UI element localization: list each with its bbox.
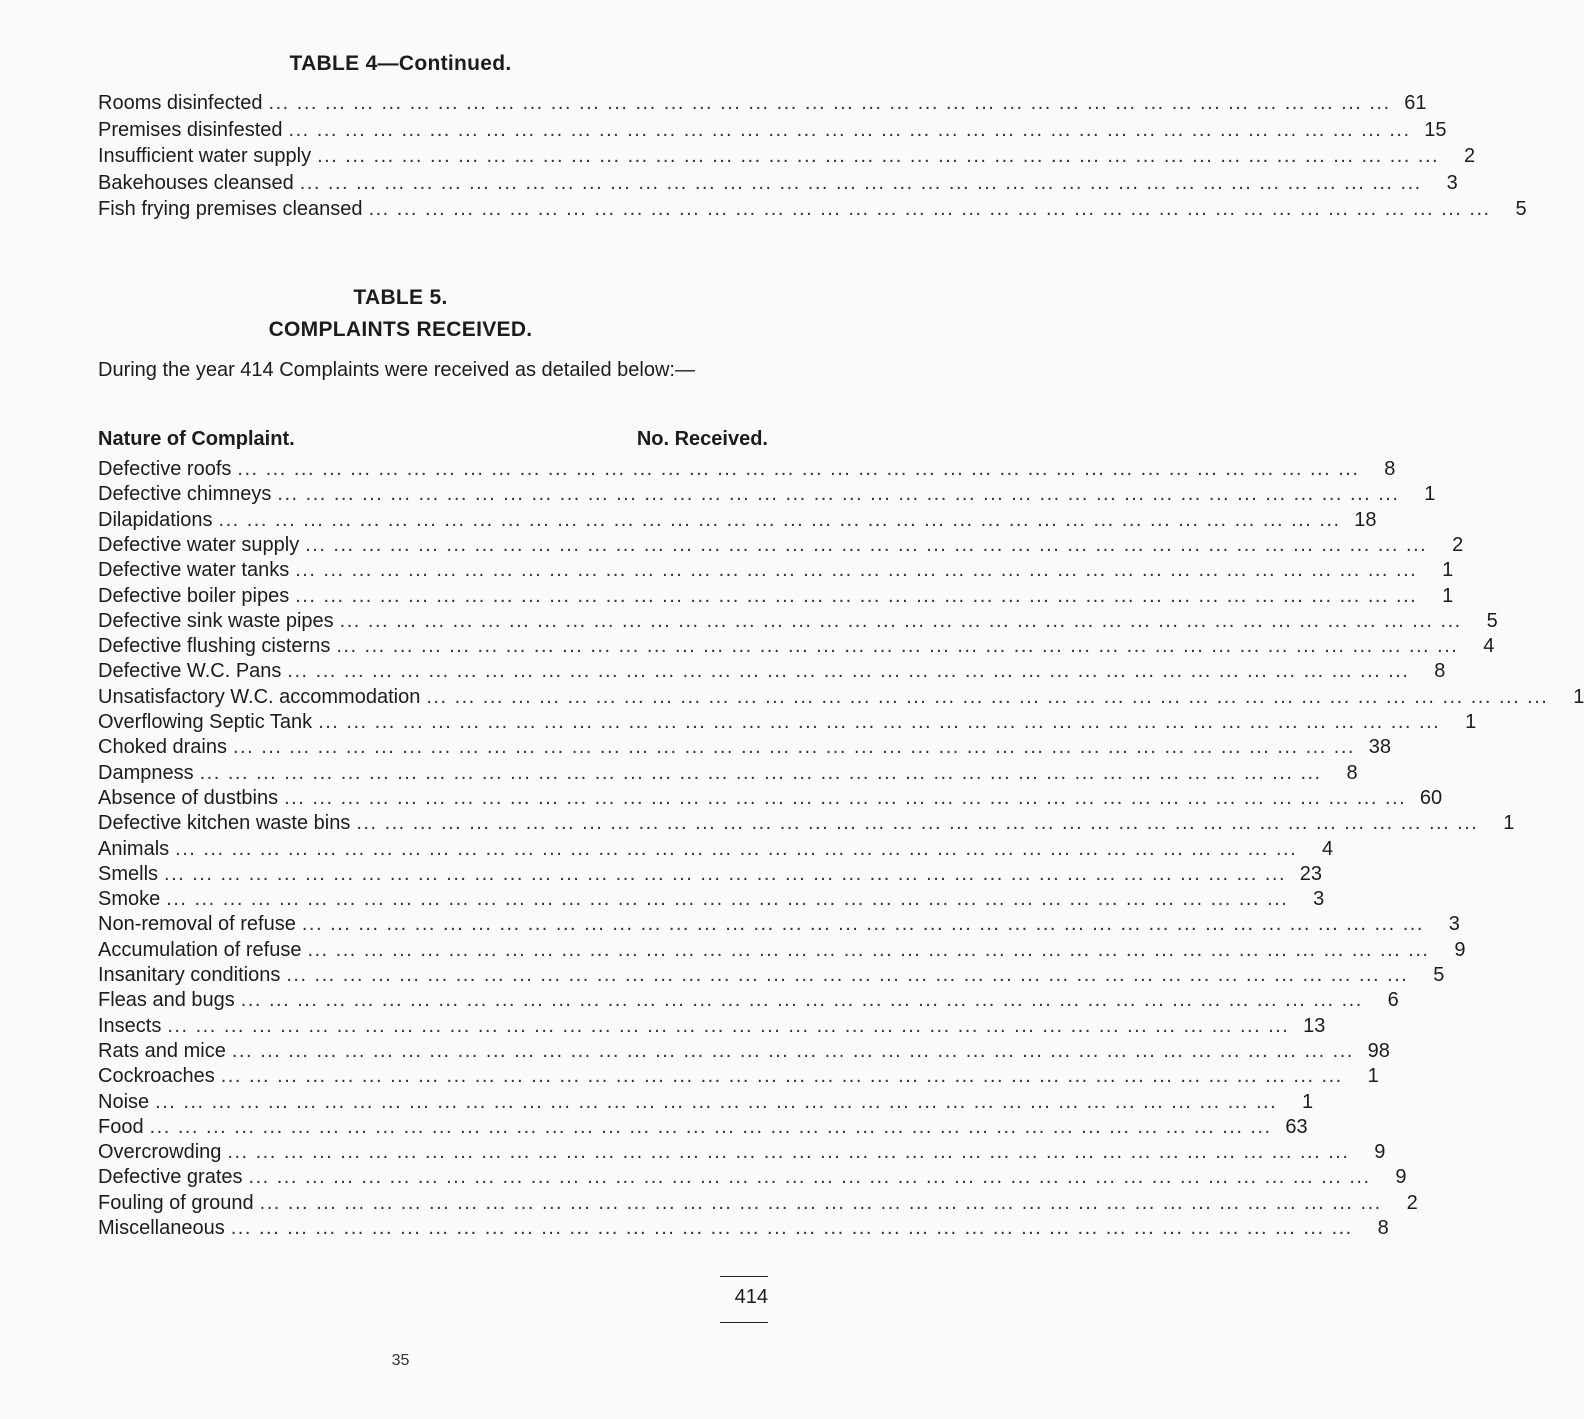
leader-dots: ... ... ... ... ... ... ... ... ... ... ... ... ... ... ... ... ... ... ... ... ... ... ... ... ... ... ... ... ... ... ... ... ... ... ... ... ... ... ... ... [268,92,1391,114]
leader-dots: ... ... ... ... ... ... ... ... ... ... ... ... ... ... ... ... ... ... ... ... ... ... ... ... ... ... ... ... ... ... ... ... ... ... ... ... ... ... ... ... [175,837,1298,860]
row-value: 1 [1442,559,1454,582]
row-label: Fouling of ground [98,1191,254,1214]
table5-title: TABLE 5. [353,286,448,309]
row-value: 1 [1442,584,1454,607]
row-label: Defective flushing cisterns [98,635,331,658]
table-row [98,861,1323,887]
row-value: 1 [1465,711,1477,733]
table-row [98,1190,1418,1216]
row-value: 8 [1434,660,1446,683]
table-row [98,836,1334,862]
table-row [98,987,1399,1013]
table5-total: 414 [734,1286,768,1308]
table-row [98,1215,1389,1241]
leader-dots: ... ... ... ... ... ... ... ... ... ... ... ... ... ... ... ... ... ... ... ... ... ... ... ... ... ... ... ... ... ... ... ... ... ... ... ... ... ... ... ... [295,584,1418,607]
leader-dots: ... ... ... ... ... ... ... ... ... ... ... ... ... ... ... ... ... ... ... ... ... ... ... ... ... ... ... ... ... ... ... ... ... ... ... ... ... ... ... ... [307,938,1430,961]
table-row [98,962,1445,988]
row-label: Rooms disinfected [98,92,263,114]
leader-dots: ... ... ... ... ... ... ... ... ... ... ... ... ... ... ... ... ... ... ... ... ... ... ... ... ... ... ... ... ... ... ... ... ... ... ... ... ... ... ... ... [166,888,1289,911]
row-value: 13 [1303,1014,1326,1037]
row-value: 18 [1354,508,1377,531]
row-label: Defective boiler pipes [98,584,290,607]
table-row [98,608,1498,634]
row-value: 1 [1424,483,1436,506]
leader-dots: ... ... ... ... ... ... ... ... ... ... ... ... ... ... ... ... ... ... ... ... ... ... ... ... ... ... ... ... ... ... ... ... ... ... ... ... ... ... ... ... [240,989,1363,1012]
row-label: Rats and mice [98,1039,226,1062]
leader-dots: ... ... ... ... ... ... ... ... ... ... ... ... ... ... ... ... ... ... ... ... ... ... ... ... ... ... ... ... ... ... ... ... ... ... ... ... ... ... ... ... [220,1065,1343,1088]
table-row [98,196,1527,222]
row-label: Non-removal of refuse [98,913,296,936]
row-label: Fleas and bugs [98,989,235,1012]
row-label: Premises disinfested [98,118,283,141]
row-value: 23 [1299,862,1323,885]
row-label: Overflowing Septic Tank [98,711,313,733]
leader-dots: ... ... ... ... ... ... ... ... ... ... ... ... ... ... ... ... ... ... ... ... ... ... ... ... ... ... ... ... ... ... ... ... ... ... ... ... ... ... ... ... [277,483,1400,506]
leader-dots: ... ... ... ... ... ... ... ... ... ... ... ... ... ... ... ... ... ... ... ... ... ... ... ... ... ... ... ... ... ... ... ... ... ... ... ... ... ... ... ... [287,660,1410,683]
table-row [98,658,1446,684]
table5-column-headers [98,428,768,451]
table-row [98,90,1427,116]
row-label: Defective grates [98,1166,243,1189]
row-value: 2 [1406,1191,1418,1214]
leader-dots: ... ... ... ... ... ... ... ... ... ... ... ... ... ... ... ... ... ... ... ... ... ... ... ... ... ... ... ... ... ... ... ... ... ... ... ... ... ... ... ... [295,559,1418,582]
table-row [98,143,1476,169]
total-rule-top [720,1276,768,1277]
leader-dots: ... ... ... ... ... ... ... ... ... ... ... ... ... ... ... ... ... ... ... ... ... ... ... ... ... ... ... ... ... ... ... ... ... ... ... ... ... ... ... ... [305,533,1428,556]
table-row [98,507,1377,533]
leader-dots: ... ... ... ... ... ... ... ... ... ... ... ... ... ... ... ... ... ... ... ... ... ... ... ... ... ... ... ... ... ... ... ... ... ... ... ... ... ... ... ... [426,685,1549,708]
leader-dots: ... ... ... ... ... ... ... ... ... ... ... ... ... ... ... ... ... ... ... ... ... ... ... ... ... ... ... ... ... ... ... ... ... ... ... ... ... ... ... ... [356,812,1479,835]
table-row [98,1013,1326,1039]
row-value: 4 [1322,837,1334,860]
table-row [98,684,1584,710]
leader-dots: ... ... ... ... ... ... ... ... ... ... ... ... ... ... ... ... ... ... ... ... ... ... ... ... ... ... ... ... ... ... ... ... ... ... ... ... ... ... ... ... [286,964,1409,986]
row-value: 3 [1448,913,1460,936]
table-row [98,709,1477,735]
row-label: Accumulation of refuse [98,938,302,961]
table-row [98,734,1391,760]
row-label: Miscellaneous [98,1217,225,1239]
leader-dots: ... ... ... ... ... ... ... ... ... ... ... ... ... ... ... ... ... ... ... ... ... ... ... ... ... ... ... ... ... ... ... ... ... ... ... ... ... ... ... ... [164,862,1287,885]
leader-dots: ... ... ... ... ... ... ... ... ... ... ... ... ... ... ... ... ... ... ... ... ... ... ... ... ... ... ... ... ... ... ... ... ... ... ... ... ... ... ... ... [368,198,1491,220]
row-value: 15 [1424,118,1447,141]
table-row [98,1038,1390,1064]
row-value: 8 [1346,761,1358,784]
leader-dots: ... ... ... ... ... ... ... ... ... ... ... ... ... ... ... ... ... ... ... ... ... ... ... ... ... ... ... ... ... ... ... ... ... ... ... ... ... ... ... ... [301,913,1424,936]
leader-dots: ... ... ... ... ... ... ... ... ... ... ... ... ... ... ... ... ... ... ... ... ... ... ... ... ... ... ... ... ... ... ... ... ... ... ... ... ... ... ... ... [227,1141,1350,1164]
leader-dots: ... ... ... ... ... ... ... ... ... ... ... ... ... ... ... ... ... ... ... ... ... ... ... ... ... ... ... ... ... ... ... ... ... ... ... ... ... ... ... ... [317,145,1440,167]
table-row [98,532,1464,558]
leader-dots: ... ... ... ... ... ... ... ... ... ... ... ... ... ... ... ... ... ... ... ... ... ... ... ... ... ... ... ... ... ... ... ... ... ... ... ... ... ... ... ... [230,1217,1353,1239]
row-value: 98 [1367,1039,1390,1062]
row-label: Defective water supply [98,533,300,556]
row-label: Insufficient water supply [98,145,312,167]
row-value: 1 [1302,1090,1314,1113]
leader-dots: ... ... ... ... ... ... ... ... ... ... ... ... ... ... ... ... ... ... ... ... ... ... ... ... ... ... ... ... ... ... ... ... ... ... ... ... ... ... ... ... [318,711,1441,733]
row-value: 6 [1387,989,1399,1012]
leader-dots: ... ... ... ... ... ... ... ... ... ... ... ... ... ... ... ... ... ... ... ... ... ... ... ... ... ... ... ... ... ... ... ... ... ... ... ... ... ... ... ... [155,1090,1278,1113]
row-value: 9 [1395,1166,1407,1189]
total-rule-bottom [720,1322,768,1323]
row-label: Defective kitchen waste bins [98,812,351,835]
row-label: Defective water tanks [98,559,290,582]
table-row [98,1063,1379,1089]
row-label: Choked drains [98,736,227,759]
table-row [98,937,1466,963]
row-label: Noise [98,1090,150,1113]
leader-dots: ... ... ... ... ... ... ... ... ... ... ... ... ... ... ... ... ... ... ... ... ... ... ... ... ... ... ... ... ... ... ... ... ... ... ... ... ... ... ... ... [149,1115,1272,1138]
row-value: 8 [1377,1217,1389,1239]
leader-dots: ... ... ... ... ... ... ... ... ... ... ... ... ... ... ... ... ... ... ... ... ... ... ... ... ... ... ... ... ... ... ... ... ... ... ... ... ... ... ... ... [259,1191,1382,1214]
leader-dots: ... ... ... ... ... ... ... ... ... ... ... ... ... ... ... ... ... ... ... ... ... ... ... ... ... ... ... ... ... ... ... ... ... ... ... ... ... ... ... ... [232,736,1355,759]
row-label: Defective W.C. Pans [98,660,282,683]
row-label: Smoke [98,888,161,911]
row-label: Defective chimneys [98,483,272,506]
row-label: Dampness [98,761,194,784]
leader-dots: ... ... ... ... ... ... ... ... ... ... ... ... ... ... ... ... ... ... ... ... ... ... ... ... ... ... ... ... ... ... ... ... ... ... ... ... ... ... ... ... [231,1039,1354,1062]
table-row [98,481,1436,507]
table-row [98,456,1396,482]
row-label: Smells [98,862,159,885]
table-row [98,557,1454,583]
row-label: Bakehouses cleansed [98,171,294,194]
leader-dots: ... ... ... ... ... ... ... ... ... ... ... ... ... ... ... ... ... ... ... ... ... ... ... ... ... ... ... ... ... ... ... ... ... ... ... ... ... ... ... ... [218,508,1341,531]
row-value: 3 [1313,888,1325,911]
table-row [98,1164,1407,1190]
row-label: Overcrowding [98,1141,222,1164]
row-value: 5 [1515,198,1527,220]
row-value: 4 [1483,635,1495,658]
table4-title: TABLE 4—Continued. [289,52,512,75]
row-value: 2 [1452,533,1464,556]
row-value: 61 [1404,92,1427,114]
table-row [98,1089,1314,1115]
row-value: 38 [1368,736,1391,759]
row-label: Insanitary conditions [98,964,281,986]
table-row [98,633,1495,659]
table5-intro: During the year 414 Complaints were received as detailed below:— [98,359,695,381]
row-value: 8 [1384,458,1396,480]
row-label: Dilapidations [98,508,213,531]
leader-dots: ... ... ... ... ... ... ... ... ... ... ... ... ... ... ... ... ... ... ... ... ... ... ... ... ... ... ... ... ... ... ... ... ... ... ... ... ... ... ... ... [288,118,1411,141]
table-row [98,760,1358,786]
table-row [98,886,1325,912]
row-value: 2 [1463,145,1476,167]
table-row [98,1139,1386,1165]
row-label: Food [98,1115,144,1138]
leader-dots: ... ... ... ... ... ... ... ... ... ... ... ... ... ... ... ... ... ... ... ... ... ... ... ... ... ... ... ... ... ... ... ... ... ... ... ... ... ... ... ... [248,1166,1371,1189]
row-value: 60 [1419,786,1443,809]
row-label: Absence of dustbins [98,786,279,809]
row-value: 63 [1285,1115,1308,1138]
table5-subtitle: COMPLAINTS RECEIVED. [268,318,533,341]
row-value: 1 [1573,685,1584,708]
table-row [98,117,1447,143]
leader-dots: ... ... ... ... ... ... ... ... ... ... ... ... ... ... ... ... ... ... ... ... ... ... ... ... ... ... ... ... ... ... ... ... ... ... ... ... ... ... ... ... [199,761,1322,784]
leader-dots: ... ... ... ... ... ... ... ... ... ... ... ... ... ... ... ... ... ... ... ... ... ... ... ... ... ... ... ... ... ... ... ... ... ... ... ... ... ... ... ... [299,171,1422,194]
leader-dots: ... ... ... ... ... ... ... ... ... ... ... ... ... ... ... ... ... ... ... ... ... ... ... ... ... ... ... ... ... ... ... ... ... ... ... ... ... ... ... ... [237,458,1360,480]
column-header-nature: Nature of Complaint. [98,428,295,450]
row-value: 9 [1454,938,1466,961]
column-header-number: No. Received. [636,428,768,450]
row-label: Defective roofs [98,458,232,480]
row-value: 1 [1367,1065,1379,1088]
row-label: Unsatisfactory W.C. accommodation [98,685,421,708]
row-value: 5 [1486,609,1498,632]
row-value: 3 [1446,171,1458,194]
leader-dots: ... ... ... ... ... ... ... ... ... ... ... ... ... ... ... ... ... ... ... ... ... ... ... ... ... ... ... ... ... ... ... ... ... ... ... ... ... ... ... ... [167,1014,1290,1037]
leader-dots: ... ... ... ... ... ... ... ... ... ... ... ... ... ... ... ... ... ... ... ... ... ... ... ... ... ... ... ... ... ... ... ... ... ... ... ... ... ... ... ... [284,786,1407,809]
table-row [98,911,1460,937]
row-label: Cockroaches [98,1065,215,1088]
page-number: 35 [391,1352,410,1369]
row-label: Insects [98,1014,162,1037]
leader-dots: ... ... ... ... ... ... ... ... ... ... ... ... ... ... ... ... ... ... ... ... ... ... ... ... ... ... ... ... ... ... ... ... ... ... ... ... ... ... ... ... [339,609,1462,632]
row-label: Animals [98,837,170,860]
table-row [98,810,1515,836]
table-row [98,785,1443,811]
row-value: 5 [1433,964,1445,986]
table-row [98,1114,1308,1140]
row-label: Fish frying premises cleansed [98,198,363,220]
table-row [98,170,1458,196]
leader-dots: ... ... ... ... ... ... ... ... ... ... ... ... ... ... ... ... ... ... ... ... ... ... ... ... ... ... ... ... ... ... ... ... ... ... ... ... ... ... ... ... [336,635,1459,658]
table-row [98,583,1454,609]
row-label: Defective sink waste pipes [98,609,334,632]
row-value: 9 [1374,1141,1386,1164]
row-value: 1 [1503,812,1515,835]
